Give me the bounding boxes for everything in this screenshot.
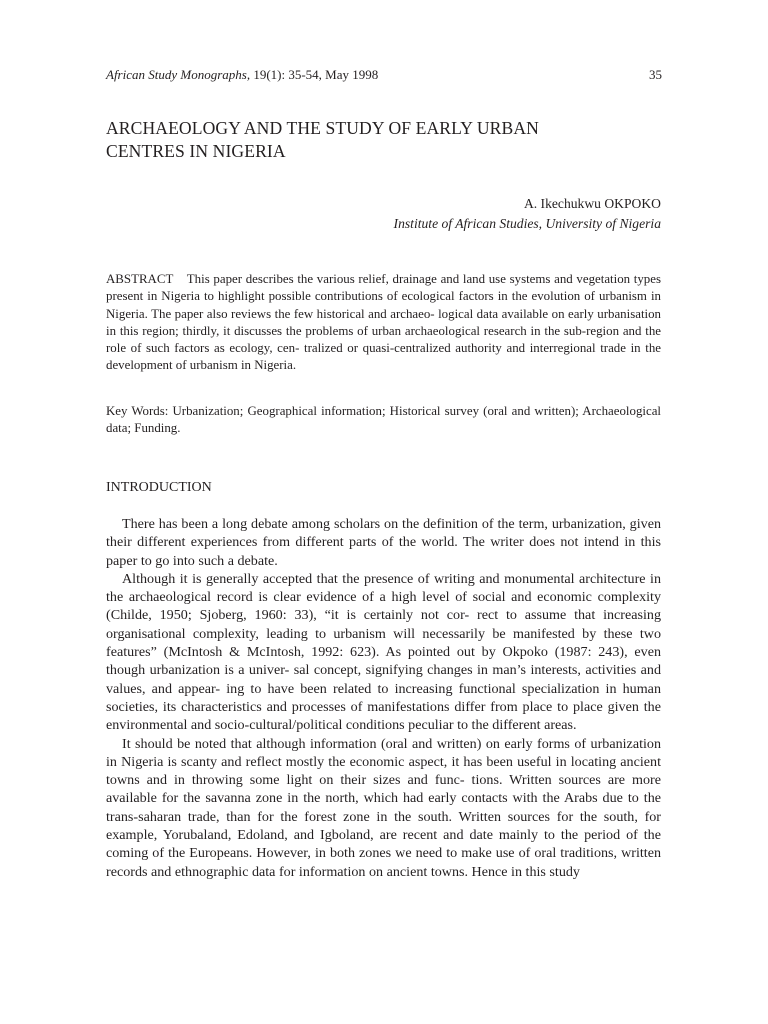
abstract-text: This paper describes the various relief, drainage and land use systems and vegetation types present in Nigeria to highlight possible contributions of ecological factors in the evolution of urbanism in Nigeria. The paper also reviews the few historical and archaeo- logical data available on early urbanisation in this region; thirdly, it discusses the problems of urban archaeological research in the sub-region and the role of such factors as ecology, cen- tralized or quasi-centralized authority and interregional trade in the development of urbanism in Nigeria. bbox=[106, 272, 661, 373]
abstract bbox=[106, 271, 661, 375]
author-name: A. Ikechukwu OKPOKO bbox=[523, 196, 661, 211]
body-paragraph: There has been a long debate among scholars on the definition of the term, urbanization, given their different experiences from different parts of the world. The writer does not intend in this paper to go into such a debate. bbox=[106, 516, 661, 569]
body-paragraph: Although it is generally accepted that the presence of writing and monumental architecture in the archaeological record is clear evidence of a high level of social and economic complexity (Childe, 1950; Sjoberg, 1960: 33), “it is certainly not cor- rect to assume that increasing organisational complexity, leading to urbanism will necessarily be manifested by these two features” (McIntosh & McIntosh, 1992: 623). As pointed out by Okpoko (1987: 243), even though urbanization is a univer- sal concept, signifying changes in man’s interests, activities and values, and appear- ing to have been related to increasing functional specialization in human societies, its characteristics and processes of manifestations differ from place to place given the environmental and socio-cultural/political conditions peculiar to the different areas. bbox=[106, 570, 661, 734]
section-body bbox=[106, 515, 661, 881]
journal-citation: 19(1): 35-54, May 1998 bbox=[250, 67, 379, 82]
keywords: Key Words: Urbanization; Geographical information; Historical survey (oral and written); Archaeological data; Funding. bbox=[106, 404, 661, 436]
body-paragraph: It should be noted that although information (oral and written) on early forms of urbanization in Nigeria is scanty and reflect mostly the economic aspect, it has been useful in locating ancient towns and in throwing some light on their sizes and func- tions. Written sources are more available for the savanna zone in the north, which had early contacts with the Arabs due to the trans-saharan trade, than for the forest zone in the south. Written sources for the south, for example, Yorubaland, Edoland, and Igboland, are recent and date mainly to the period of the coming of the Europeans. However, in both zones we need to make use of oral traditions, written records and ethnographic data for information on ancient towns. Hence in this study bbox=[106, 735, 661, 880]
title-line-1: ARCHAEOLOGY AND THE STUDY OF EARLY URBAN bbox=[106, 118, 539, 138]
author-affiliation: Institute of African Studies, University of Nigeria bbox=[393, 216, 661, 231]
paper-title bbox=[106, 117, 666, 163]
section-heading: INTRODUCTION bbox=[106, 480, 212, 495]
journal-name: African Study Monographs, bbox=[106, 67, 251, 82]
page-number: 35 bbox=[649, 67, 662, 82]
abstract-label: ABSTRACT bbox=[106, 272, 174, 286]
author-block bbox=[106, 194, 661, 234]
running-header bbox=[106, 66, 662, 83]
title-line-2: CENTRES IN NIGERIA bbox=[106, 141, 286, 161]
